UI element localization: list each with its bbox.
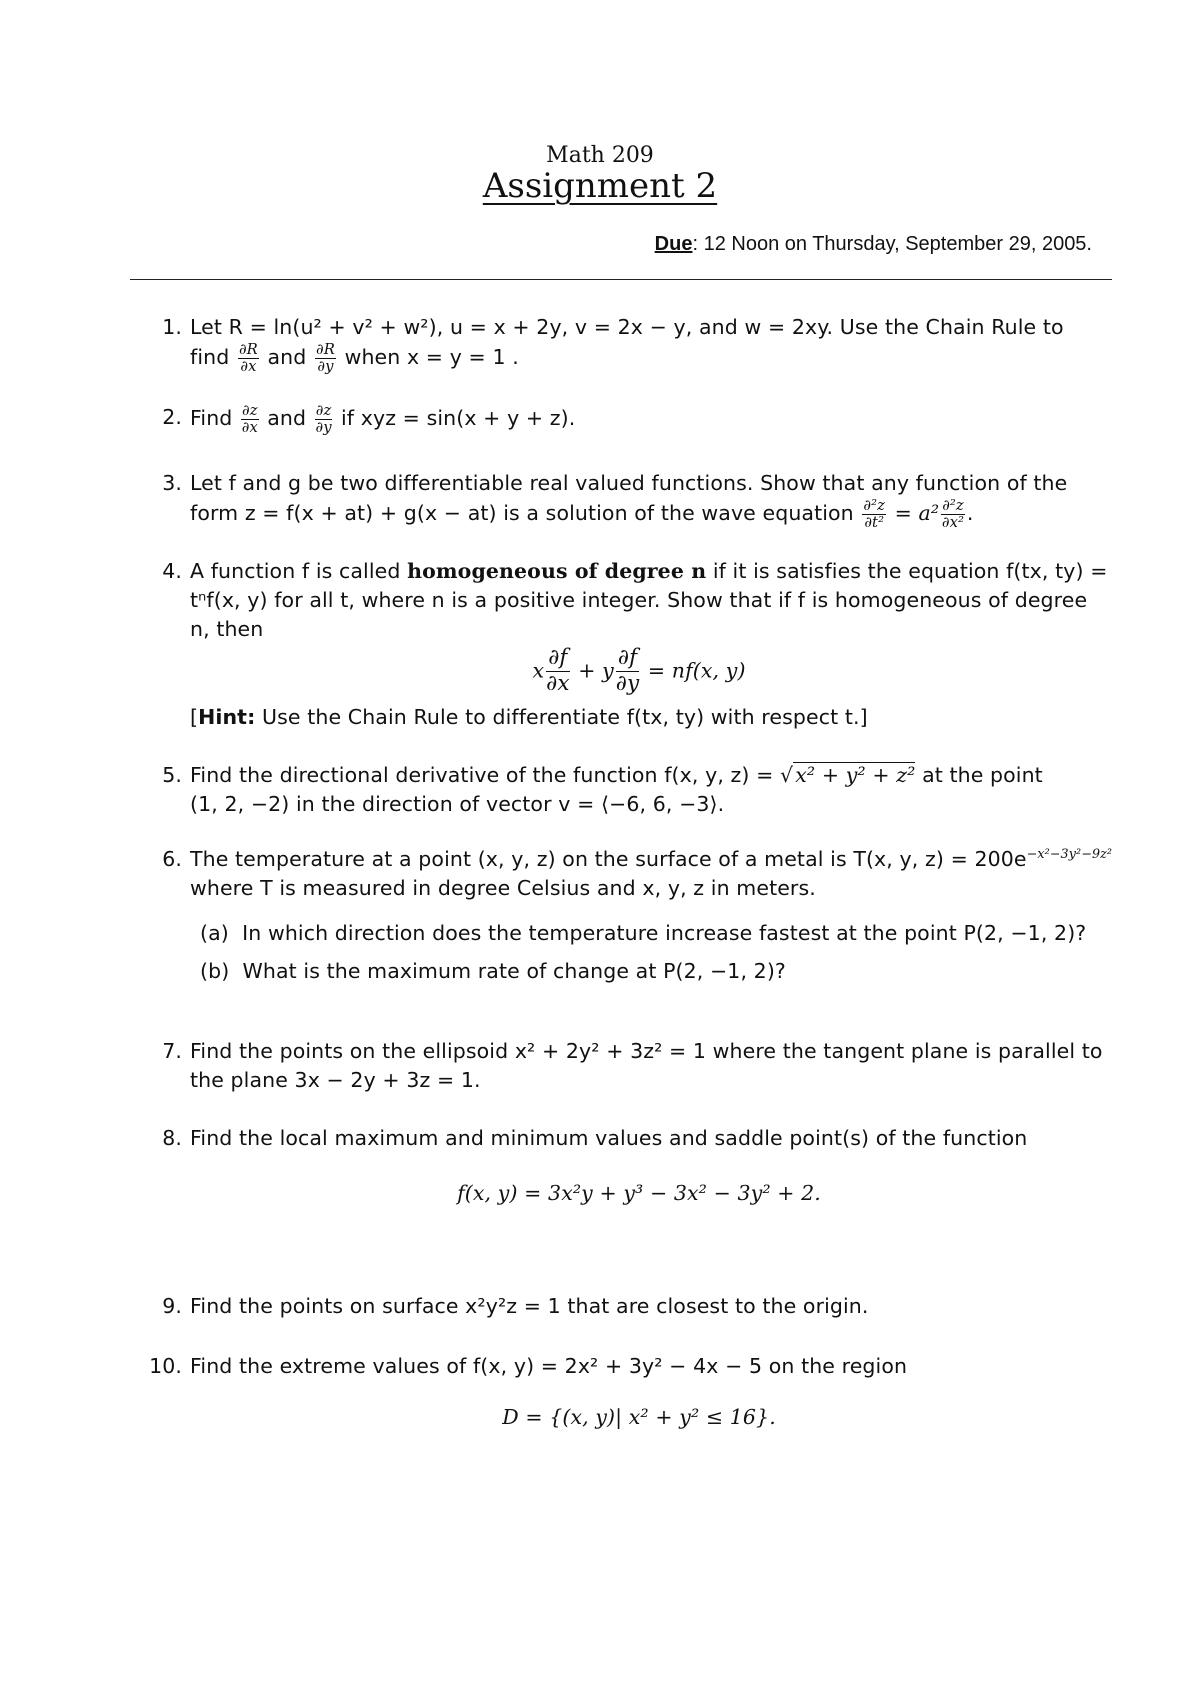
problem-number: 8. [162, 1126, 182, 1150]
problem-text [190, 1352, 1118, 1432]
problem-text [190, 469, 1118, 530]
display-equation: D = {(x, y)| x² + y² ≤ 16}. [502, 1405, 776, 1429]
fraction: $\frac{\partial f}{\partial y}$ [615, 645, 640, 696]
due-date [655, 233, 1092, 256]
sub-parts [190, 919, 1118, 999]
fraction: $\frac{\partial R}{\partial y}$ [316, 341, 335, 375]
course-name: Math 209 [546, 143, 654, 168]
fraction: $\frac{\partial z}{\partial y}$ [315, 402, 332, 436]
problem-text [190, 557, 1118, 732]
problem-number: 6. [162, 847, 182, 871]
problem-line: Let R = ln(u² + v² + w²), u = x + 2y, v = 2x − y, and w = 2xy. Use the Chain Rule to [190, 315, 1064, 339]
problem-text [190, 313, 1118, 374]
problem-line: Find the extreme values of f(x, y) = 2x² + 3y² − 4x − 5 on the region [190, 1354, 908, 1378]
page-title [0, 166, 1200, 206]
problem-line: Find the points on surface x²y²z = 1 that are closest to the origin. [190, 1294, 869, 1318]
problem-number: 2. [162, 405, 182, 429]
problem-text [190, 1292, 1118, 1321]
problem-line: Let f and g be two differentiable real valued functions. Show that any function of the [190, 471, 1068, 495]
problem-text [190, 1037, 1118, 1095]
fraction: $\frac{\partial R}{\partial x}$ [238, 341, 258, 375]
fraction: $\frac{\text{∂²z}}{\text{∂x²}}$ [941, 497, 965, 531]
problem-text [190, 845, 1118, 999]
problem-line: Find the points on the ellipsoid x² + 2y² + 3z² = 1 where the tangent plane is parallel to [190, 1039, 1103, 1063]
problem-line: the plane 3x − 2y + 3z = 1. [190, 1068, 481, 1092]
problem-line: The temperature at a point (x, y, z) on the surface of a metal is T(x, y, $z) = 200e^{-x^2-3y^2-9z^2}$ [190, 846, 1113, 871]
problem-line: n, then [190, 617, 264, 641]
problem-line: tⁿf(x, y) for all t, where n is a positive integer. Show that if f is homogeneous of degree [190, 588, 1088, 612]
display-equation: f(x, y) = 3x²y + y³ − 3x² − 3y² + 2. [457, 1181, 821, 1205]
due-text: : 12 Noon on Thursday, September 29, 2005. [692, 233, 1092, 255]
problem-line: Find the directional derivative of the function f(x, y, z) = √x² + y² + z² at the point [190, 763, 1043, 787]
problem-line: (1, 2, −2) in the direction of vector v = ⟨−6, 6, −3⟩. [190, 792, 725, 816]
sub-part-a: (a) In which direction does the temperature increase fastest at the point P(2, −1, 2)? [200, 921, 1087, 945]
problem-number: 4. [162, 559, 182, 583]
problem-line: where T is measured in degree Celsius and x, y, z in meters. [190, 876, 816, 900]
problem-number: 3. [162, 471, 182, 495]
problem-number: 1. [162, 315, 182, 339]
problem-number: 5. [162, 763, 182, 787]
problem-line: form z = f(x + at) + g(x − at) is a solution of the wave equation $\frac{\text{∂²z}}{\text{∂t²}}$ = a² $\frac{\text{∂²z}}{\text{∂x²}}$ . [190, 497, 974, 531]
problem-line: find $\frac{\partial R}{\partial x}$ and $\frac{\partial R}{\partial y}$ when x = y = 1 . [190, 341, 519, 375]
problem-text: Find $\frac{\partial z}{\partial x}$ and $\frac{\partial z}{\partial y}$ if xyz = sin(x + y + z). [190, 402, 576, 436]
header-divider [130, 279, 1112, 280]
problem-text [190, 1124, 1118, 1208]
hint: [Hint: Use the Chain Rule to differentiate f(tx, ty) with respect t.] [190, 704, 868, 729]
problem-line: Find the local maximum and minimum values and saddle point(s) of the function [190, 1126, 1028, 1150]
problem-number: 9. [162, 1294, 182, 1318]
bold-term: homogeneous of degree n [407, 559, 707, 583]
fraction: $\frac{\partial f}{\partial x}$ [546, 645, 570, 696]
problem-number: 10. [149, 1354, 182, 1378]
problem-number: 7. [162, 1039, 182, 1063]
title-text: Assignment 2 [482, 166, 718, 206]
due-label: Due [654, 233, 693, 255]
display-equation: x $\frac{\partial f}{\partial x}$ + y $\frac{\partial f}{\partial y}$ = nf(x, y) [532, 645, 746, 696]
fraction: $\frac{\text{∂²z}}{\text{∂t²}}$ [863, 497, 886, 531]
problem-text [190, 761, 1118, 819]
fraction: $\frac{\partial z}{\partial x}$ [241, 402, 258, 436]
sub-part-b: (b) What is the maximum rate of change at P(2, −1, 2)? [200, 959, 786, 983]
problem-line: A function f is called homogeneous of degree n if it is satisfies the equation f(tx, ty) = [190, 559, 1108, 583]
